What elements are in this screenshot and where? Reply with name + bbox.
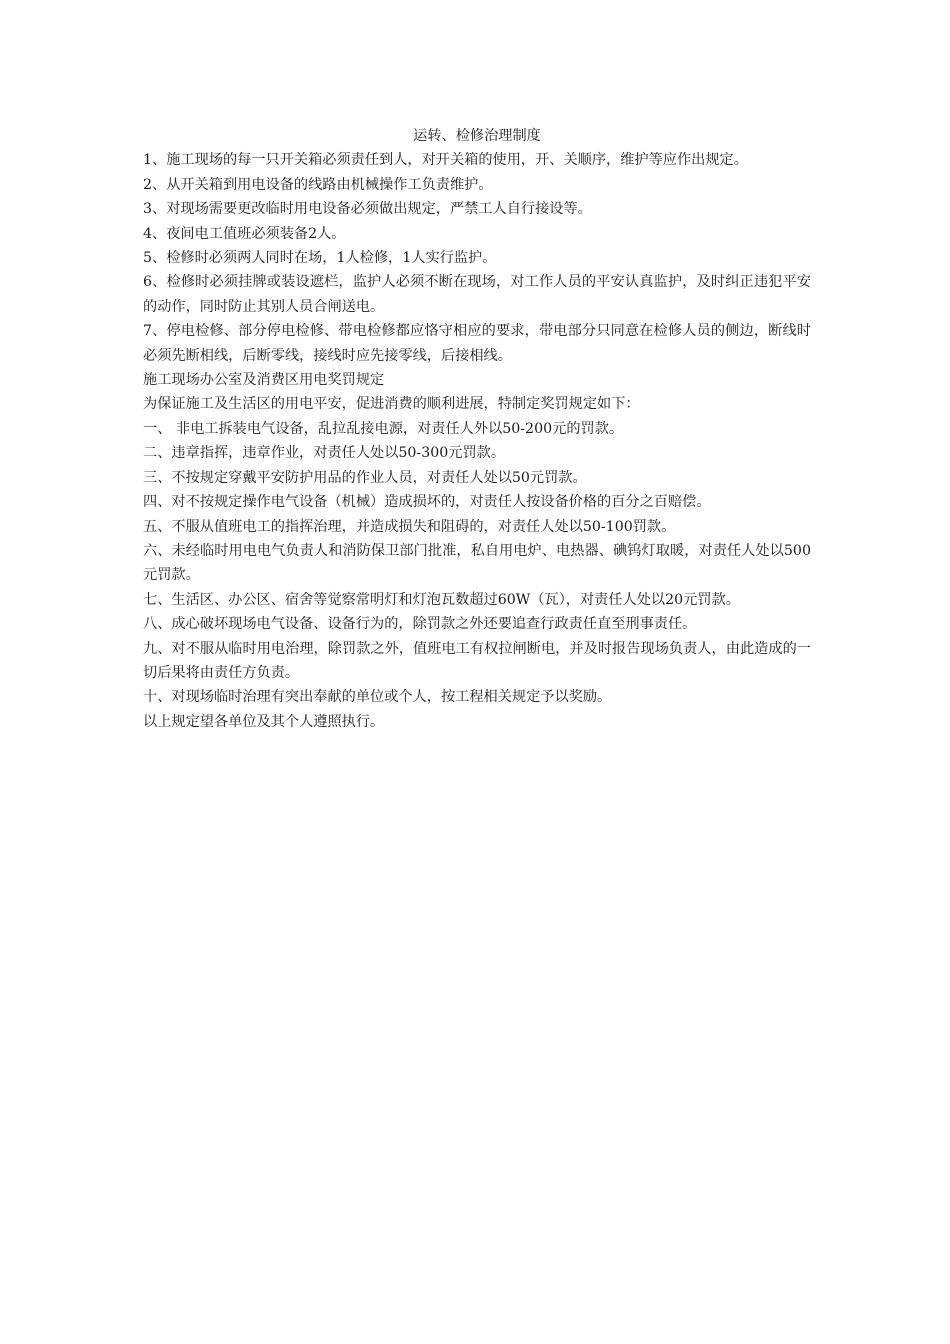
penalty-item: 八、成心破坏现场电气设备、设备行为的，除罚款之外还要追查行政责任直至刑事责任。 bbox=[143, 616, 697, 633]
section-title: 施工现场办公室及消费区用电奖罚规定 bbox=[143, 372, 385, 389]
document-title: 运转、检修治理制度 bbox=[413, 128, 541, 144]
rule-item: 1、施工现场的每一只开关箱必须责任到人，对开关箱的使用，开、关顺序，维护等应作出规定。 bbox=[143, 152, 748, 169]
penalty-item: 十、对现场临时治理有突出奉献的单位或个人，按工程相关规定予以奖励。 bbox=[143, 689, 612, 706]
rule-item: 4、夜间电工值班必须装备2人。 bbox=[143, 225, 346, 242]
penalty-item: 三、不按规定穿戴平安防护用品的作业人员，对责任人处以50元罚款。 bbox=[143, 469, 587, 486]
penalty-item: 四、对不按规定操作电气设备（机械）造成损坏的，对责任人按设备价格的百分之百赔偿。 bbox=[143, 494, 711, 511]
penalty-item: 二、违章指挥，违章作业，对责任人处以50-300元罚款。 bbox=[143, 445, 506, 462]
penalty-item: 九、对不服从临时用电治理，除罚款之外，值班电工有权拉闸断电，并及时报告现场负责人，由此造成的一切后果将由责任方负责。 bbox=[143, 640, 811, 681]
section-intro: 为保证施工及生活区的用电平安，促进消费的顺利进展，特制定奖罚规定如下： bbox=[143, 396, 640, 413]
rule-item: 5、检修时必须两人同时在场，1人检修，1人实行监护。 bbox=[143, 250, 497, 267]
penalty-item: 五、不服从值班电工的指挥治理，并造成损失和阻碍的，对责任人处以50-100罚款。 bbox=[143, 518, 676, 535]
rule-item: 7、停电检修、部分停电检修、带电检修都应恪守相应的要求，带电部分只同意在检修人员的侧边，断线时必须先断相线，后断零线，接线时应先接零线，后接相线。 bbox=[143, 323, 811, 364]
rule-item: 3、对现场需要更改临时用电设备必须做出规定，严禁工人自行接设等。 bbox=[143, 201, 592, 218]
document-page bbox=[143, 124, 811, 734]
penalty-item: 六、未经临时用电电气负责人和消防保卫部门批准，私自用电炉、电热器、碘钨灯取暖，对责任人处以500元罚款。 bbox=[143, 542, 811, 584]
rule-item: 2、从开关箱到用电设备的线路由机械操作工负责维护。 bbox=[143, 176, 493, 193]
penalty-item: 一、 非电工拆装电气设备，乱拉乱接电源，对责任人外以50-200元的罚款。 bbox=[143, 420, 624, 437]
penalty-item: 七、生活区、办公区、宿舍等觉察常明灯和灯泡瓦数超过60W（瓦），对责任人处以20元罚款。 bbox=[143, 591, 740, 608]
closing-text: 以上规定望各单位及其个人遵照执行。 bbox=[143, 713, 385, 730]
rule-item: 6、检修时必须挂牌或装设遮栏，监护人必须不断在现场，对工作人员的平安认真监护，及时纠正违犯平安的动作，同时防止其别人员合闸送电。 bbox=[143, 274, 811, 315]
